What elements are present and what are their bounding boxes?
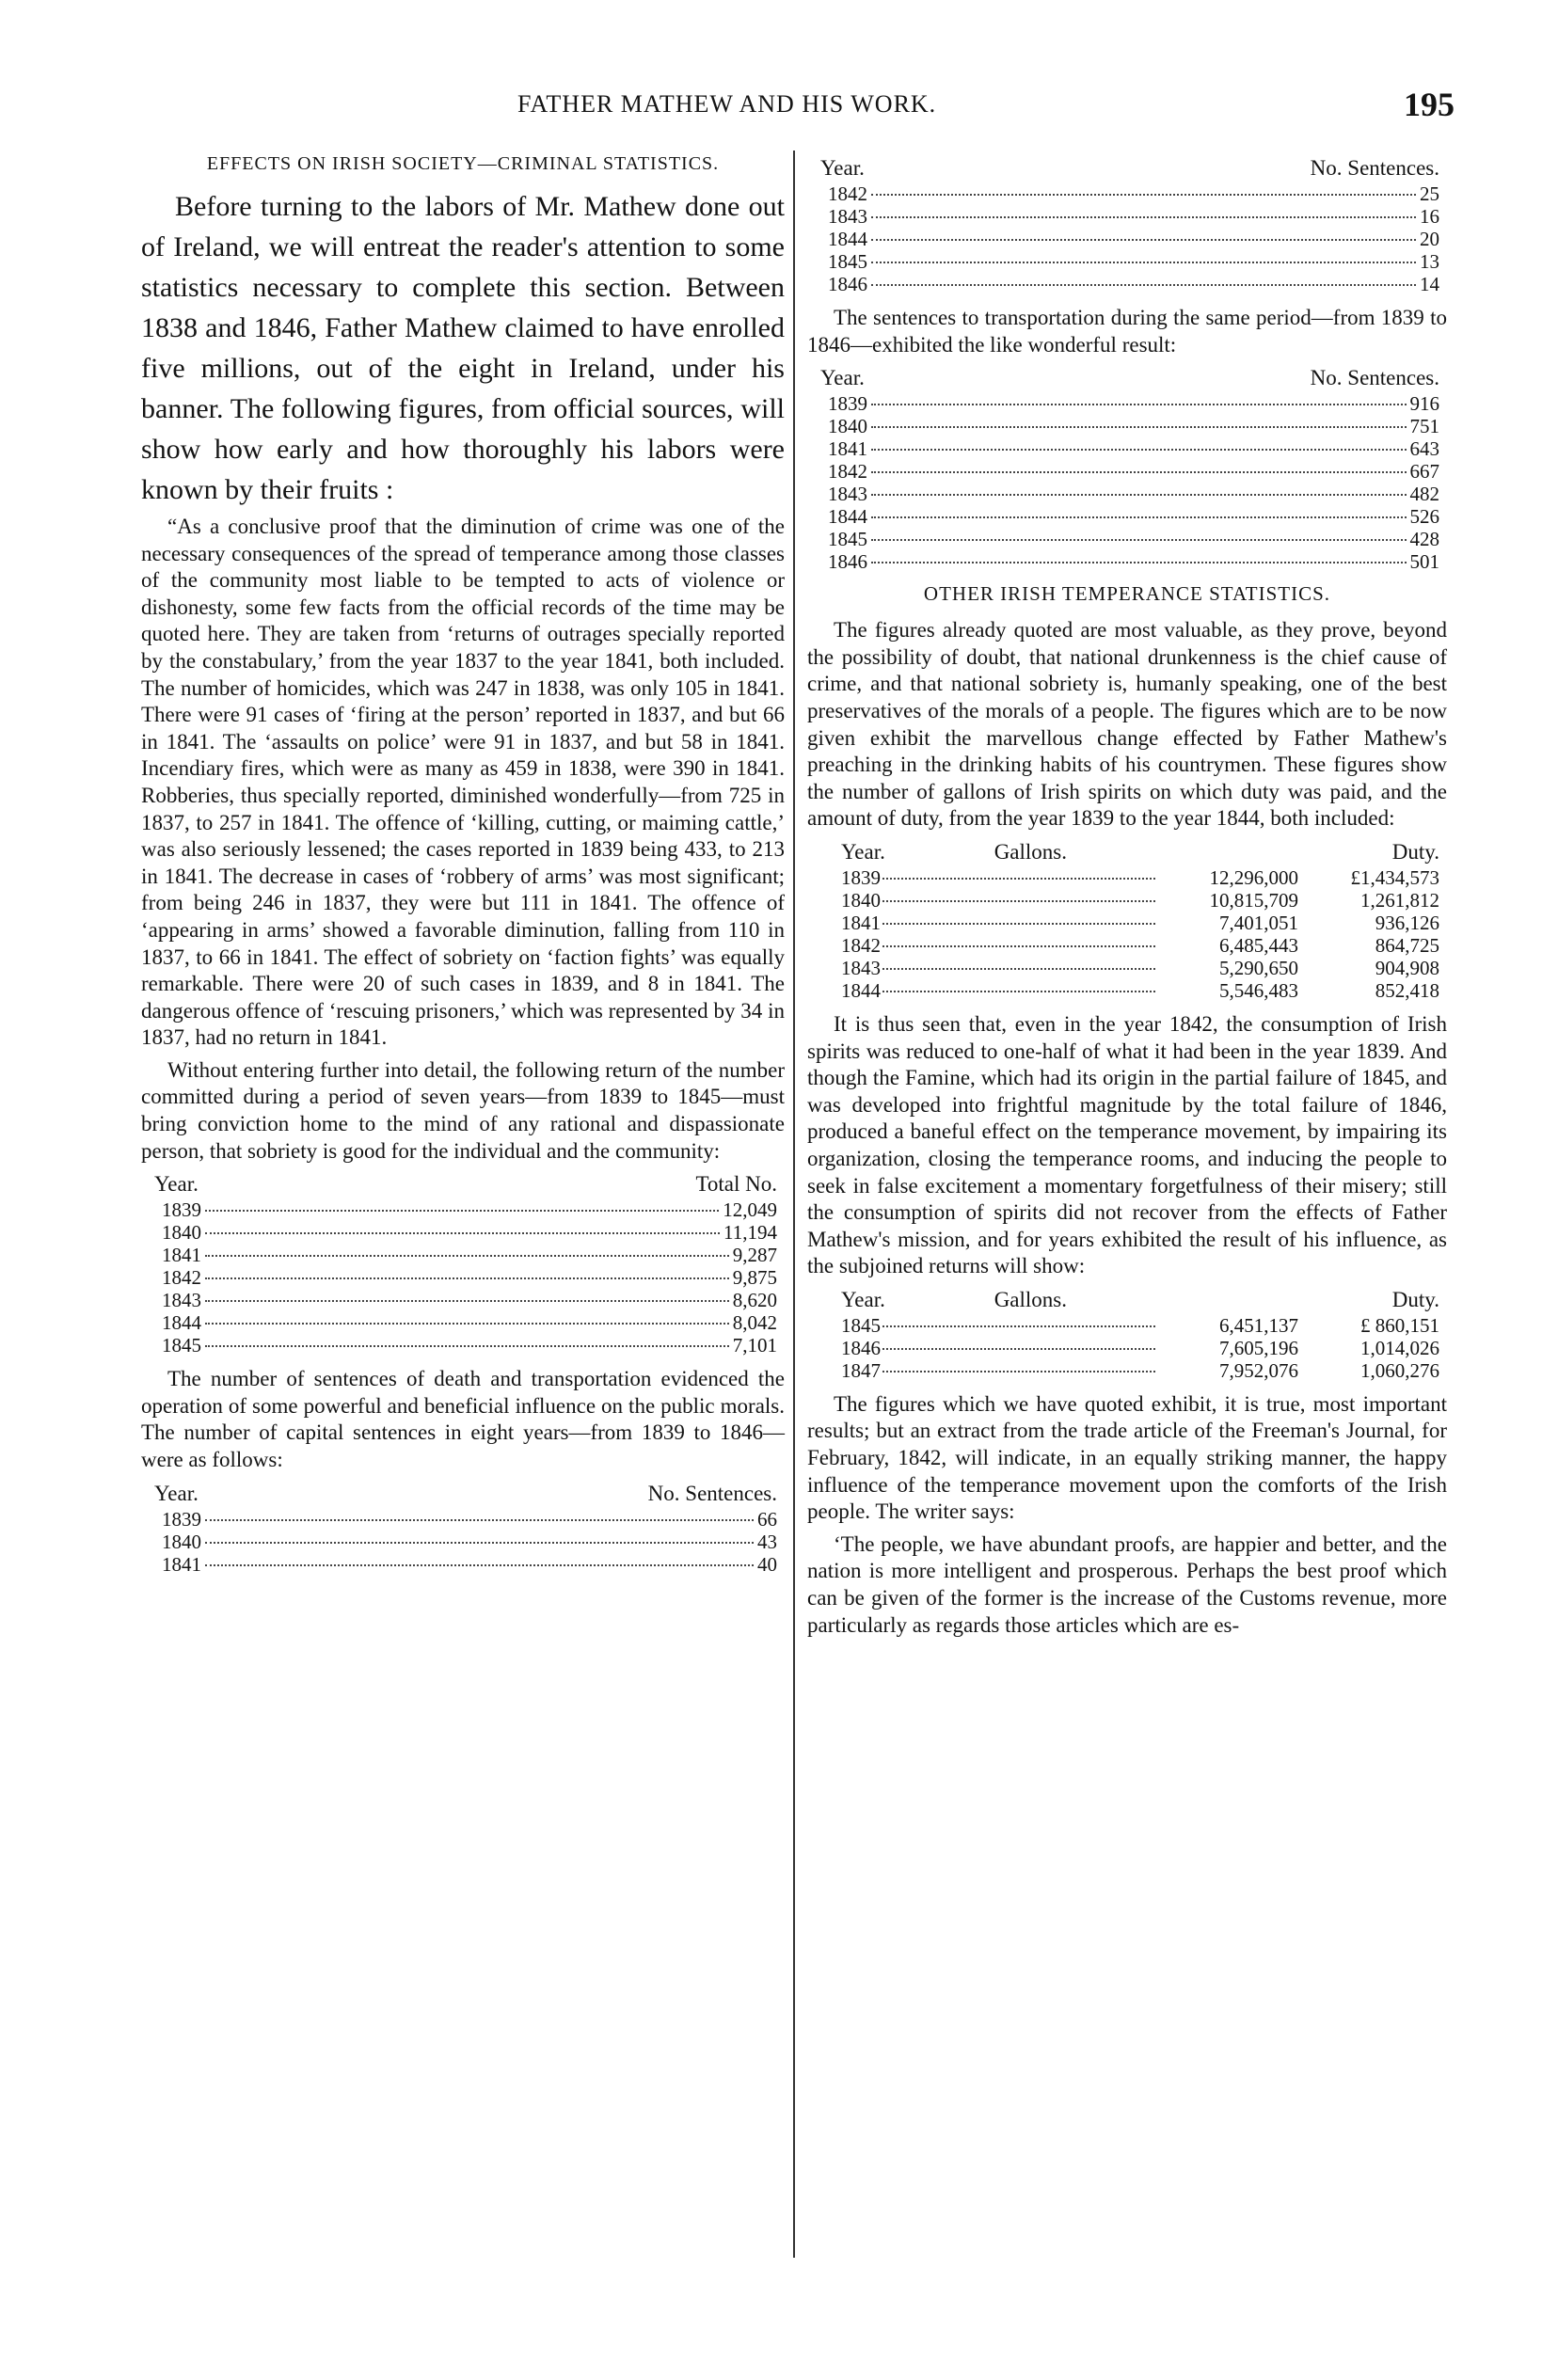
value-cell: 643 bbox=[1409, 437, 1439, 461]
table-row bbox=[807, 460, 1447, 483]
leader-dots bbox=[882, 900, 1155, 902]
leader-dots bbox=[882, 1348, 1155, 1350]
table-header bbox=[807, 154, 1447, 182]
year-cell: 1846 bbox=[828, 273, 867, 295]
year-cell: 1843 bbox=[841, 956, 881, 979]
table-row bbox=[807, 250, 1447, 273]
table-row bbox=[807, 483, 1447, 505]
value-cell: 8,620 bbox=[732, 1289, 777, 1312]
table-row bbox=[807, 228, 1447, 250]
duty-cell: £ 860,151 bbox=[1360, 1313, 1439, 1337]
year-cell: 1845 bbox=[162, 1334, 201, 1357]
year-cell: 1839 bbox=[162, 1507, 201, 1531]
leader-dots bbox=[871, 471, 1407, 473]
leader-dots bbox=[871, 194, 1416, 196]
table-row bbox=[807, 182, 1447, 205]
value-cell: 9,287 bbox=[732, 1244, 777, 1267]
table-row bbox=[807, 550, 1447, 573]
value-cell: 66 bbox=[757, 1507, 777, 1531]
page-number: 195 bbox=[1404, 86, 1455, 123]
table-header bbox=[141, 1170, 785, 1198]
gallons-cell: 5,546,483 bbox=[1219, 978, 1298, 1002]
leader-dots bbox=[871, 216, 1416, 218]
duty-cell: 1,014,026 bbox=[1360, 1336, 1439, 1359]
table-header bbox=[141, 1480, 785, 1508]
table-row bbox=[807, 273, 1447, 295]
duty-cell: 1,261,812 bbox=[1360, 888, 1439, 912]
leader-dots bbox=[871, 562, 1407, 563]
section-heading: EFFECTS ON IRISH SOCIETY—CRIMINAL STATISTICS. bbox=[206, 153, 720, 174]
year-header: Year. bbox=[820, 156, 865, 180]
gallons-cell: 10,815,709 bbox=[1209, 888, 1298, 912]
leader-dots bbox=[882, 1371, 1155, 1372]
leader-dots bbox=[205, 1255, 729, 1257]
year-cell: 1841 bbox=[162, 1244, 201, 1267]
leader-dots bbox=[205, 1232, 720, 1234]
left-column bbox=[141, 151, 785, 1585]
year-cell: 1847 bbox=[841, 1358, 881, 1382]
year-cell: 1843 bbox=[828, 483, 867, 506]
leader-dots bbox=[205, 1542, 754, 1544]
gallons-cell: 5,290,650 bbox=[1219, 956, 1298, 979]
table-row bbox=[141, 1266, 785, 1289]
value-cell: 14 bbox=[1420, 273, 1439, 295]
value-cell: 11,194 bbox=[723, 1221, 777, 1245]
gallons-cell: 7,401,051 bbox=[1219, 911, 1298, 934]
quoted-writer-paragraph: ‘The people, we have abundant proofs, are happier and better, and the nation is more intelligent and prosperous. Perhaps the best proof which can be given of the former is the increase of the Customs revenue, more particularly as regards those articles which are es- bbox=[807, 1531, 1447, 1637]
figures-paragraph: The figures already quoted are most valuable, as they prove, beyond the possibility of doubt, that national drunkenness is the chief cause of crime, and that national sobriety is, humanly speaking, one of the best preservatives of the morals of a people. The figures which are to be now given exhibit the marvellous change effected by Father Mathew's preaching in the drinking habits of his countrymen. These figures show the number of gallons of Irish spirits on which duty was paid, and the amount of duty, from the year 1839 to the year 1844, both included: bbox=[807, 618, 1447, 831]
intro-paragraph: Before turning to the labors of Mr. Mathew done out of Ireland, we will entreat the reader's attention to some statistics necessary to complete this section. Between 1838 and 1846, Father Mathew claimed to have enrolled five millions, out of the eight in Ireland, under his banner. The following figures, from official sources, will show how early and how thoroughly his labors were known by their fruits : bbox=[141, 191, 785, 505]
running-head bbox=[160, 86, 1455, 128]
table-row bbox=[807, 505, 1447, 528]
leader-dots bbox=[882, 878, 1155, 880]
table-row bbox=[807, 392, 1447, 415]
value-cell: 667 bbox=[1409, 460, 1439, 484]
table-row bbox=[141, 1198, 785, 1221]
leader-dots bbox=[871, 239, 1416, 241]
value-cell: 482 bbox=[1409, 483, 1439, 506]
table-row bbox=[807, 889, 1447, 912]
gallons-header: Gallons. bbox=[994, 839, 1067, 864]
leader-dots bbox=[882, 945, 1155, 947]
gallons-cell: 7,605,196 bbox=[1219, 1336, 1298, 1359]
value-cell: 8,042 bbox=[732, 1311, 777, 1335]
value-cell: 7,101 bbox=[732, 1334, 777, 1357]
table-row bbox=[141, 1334, 785, 1357]
leader-dots bbox=[205, 1277, 729, 1279]
leader-dots bbox=[871, 262, 1416, 263]
duty-header: Duty. bbox=[1391, 1287, 1439, 1311]
leader-dots bbox=[871, 539, 1407, 541]
sentences-paragraph: The number of sentences of death and transportation evidenced the operation of some powerful and beneficial influence on the public morals. The number of capital sentences in eight years—from 1839 to 1846—were as follows: bbox=[141, 1367, 785, 1472]
year-cell: 1844 bbox=[162, 1311, 201, 1335]
value-cell: 526 bbox=[1409, 505, 1439, 529]
value-cell: 43 bbox=[757, 1530, 777, 1553]
year-cell: 1842 bbox=[162, 1266, 201, 1290]
duty-cell: 864,725 bbox=[1375, 933, 1439, 957]
year-header: Year. bbox=[841, 1287, 885, 1311]
table-header bbox=[807, 1286, 1447, 1314]
value-cell: 9,875 bbox=[732, 1266, 777, 1290]
table-row bbox=[141, 1221, 785, 1244]
table-row bbox=[807, 437, 1447, 460]
leader-dots bbox=[205, 1564, 754, 1566]
transportation-table bbox=[807, 364, 1447, 573]
sentences-header: No. Sentences. bbox=[1310, 366, 1439, 390]
subsection-heading: OTHER IRISH TEMPERANCE STATISTICS. bbox=[923, 582, 1331, 606]
year-cell: 1842 bbox=[828, 182, 867, 205]
gallons-cell: 7,952,076 bbox=[1219, 1358, 1298, 1382]
leader-dots bbox=[882, 968, 1155, 970]
table-header bbox=[807, 838, 1447, 866]
year-cell: 1844 bbox=[828, 228, 867, 250]
table-row bbox=[807, 205, 1447, 228]
value-cell: 12,049 bbox=[723, 1198, 777, 1222]
committed-paragraph: Without entering further into detail, the following return of the number committed during a period of seven years—from 1839 to 1845—must bring conviction home to the mind of any rational and dispassionate person, that sobriety is good for the individual and the community: bbox=[141, 1057, 785, 1163]
table-row bbox=[807, 528, 1447, 550]
year-cell: 1840 bbox=[162, 1221, 201, 1245]
capital-sentences-table-a bbox=[141, 1480, 785, 1576]
extract-paragraph: The figures which we have quoted exhibit, it is true, most important results; but an extract from the trade article of the Freeman's Journal, for February, 1842, will indicate, in an equally striking manner, the happy influence of the temperance movement upon the comforts of the Irish people. The writer says: bbox=[807, 1391, 1447, 1524]
year-header: Year. bbox=[154, 1172, 199, 1197]
year-cell: 1844 bbox=[841, 978, 881, 1002]
sentences-header: No. Sentences. bbox=[647, 1481, 777, 1505]
year-cell: 1839 bbox=[162, 1198, 201, 1222]
total-header: Total No. bbox=[695, 1172, 777, 1197]
table-row bbox=[141, 1508, 785, 1531]
gallons-cell: 12,296,000 bbox=[1209, 865, 1298, 889]
consumption-paragraph: It is thus seen that, even in the year 1842, the consumption of Irish spirits was reduced to one-half of what it had been in the year 1839. And though the Famine, which had its origin in the partial failure of 1845, and was developed into frightful magnitude by the total failure of 1846, produced a baneful effect on the temperance movement, by impairing its organization, closing the temperance rooms, and inducing the people to seek in false excitement a momentary forgetfulness of their misery; still the consumption of spirits did not recover from the effects of Father Mathew's mission, and for years exhibited the result of his influence, as the subjoined returns will show: bbox=[807, 1011, 1447, 1278]
year-cell: 1840 bbox=[828, 415, 867, 438]
leader-dots bbox=[205, 1345, 729, 1347]
leader-dots bbox=[205, 1300, 729, 1302]
running-title: FATHER MATHEW AND HIS WORK. bbox=[517, 90, 937, 118]
value-cell: 20 bbox=[1420, 228, 1439, 250]
transportation-paragraph: The sentences to transportation during the same period—from 1839 to 1846—exhibited the like wonderful result: bbox=[807, 306, 1447, 357]
quoted-passage: “As a conclusive proof that the diminution of crime was one of the necessary consequences of the spread of temperance among those classes of the community most liable to be tempted to acts of violence or dishonesty, some few facts from the official records of the time may be quoted here. They are taken from ‘returns of outrages specially reported by the constabulary,’ from the year 1837 to the year 1841, both included. The number of homicides, which was 247 in 1838, was only 105 in 1841. There were 91 cases of ‘firing at the person’ reported in 1837, and but 66 in 1841. The ‘assaults on police’ were 91 in 1837, and but 58 in 1841. Incendiary fires, which were as many as 459 in 1838, were 390 in 1841. Robberies, thus specially reported, diminished wonderfully—from 725 in 1837, to 257 in 1841. The offence of ‘killing, cutting, or maiming cattle,’ was also seriously lessened; the cases reported in 1839 being 433, to 213 in 1841. The decrease in cases of ‘robbery of arms’ was most significant; from being 246 in 1837, they were but 111 in 1841. The offence of ‘appearing in arms’ showed a favorable diminution, falling from 110 in 1837, to 66 in 1841. The effect of sobriety on ‘faction fights’ was equally remarkable. There were 20 of such cases in 1839, and 8 in 1841. The dangerous offence of ‘rescuing prisoners,’ which was represented by 34 in 1837, had no return in 1841. bbox=[141, 515, 785, 1050]
value-cell: 916 bbox=[1409, 392, 1439, 416]
year-cell: 1839 bbox=[828, 392, 867, 416]
column-rule bbox=[793, 151, 795, 2258]
year-cell: 1843 bbox=[828, 205, 867, 228]
gallons-cell: 6,451,137 bbox=[1219, 1313, 1298, 1337]
table-row bbox=[141, 1553, 785, 1576]
value-cell: 751 bbox=[1409, 415, 1439, 438]
table-row bbox=[141, 1244, 785, 1266]
leader-dots bbox=[871, 449, 1407, 451]
value-cell: 501 bbox=[1409, 550, 1439, 574]
year-cell: 1845 bbox=[828, 250, 867, 273]
year-header: Year. bbox=[820, 366, 865, 390]
committed-table bbox=[141, 1170, 785, 1357]
duty-header: Duty. bbox=[1391, 839, 1439, 864]
spirits-table-a bbox=[807, 838, 1447, 1002]
year-header: Year. bbox=[154, 1481, 199, 1505]
table-row bbox=[807, 866, 1447, 889]
table-row bbox=[141, 1311, 785, 1334]
leader-dots bbox=[205, 1519, 754, 1521]
year-cell: 1840 bbox=[841, 888, 881, 912]
year-cell: 1846 bbox=[828, 550, 867, 574]
year-cell: 1843 bbox=[162, 1289, 201, 1312]
year-cell: 1844 bbox=[828, 505, 867, 529]
table-row bbox=[807, 912, 1447, 934]
leader-dots bbox=[882, 1325, 1155, 1327]
year-cell: 1841 bbox=[841, 911, 881, 934]
year-cell: 1846 bbox=[841, 1336, 881, 1359]
table-row bbox=[807, 415, 1447, 437]
spirits-table-b bbox=[807, 1286, 1447, 1382]
table-row bbox=[807, 957, 1447, 979]
value-cell: 40 bbox=[757, 1552, 777, 1576]
year-cell: 1841 bbox=[828, 437, 867, 461]
table-row bbox=[807, 979, 1447, 1002]
table-row bbox=[141, 1531, 785, 1553]
table-row bbox=[807, 1314, 1447, 1337]
leader-dots bbox=[205, 1210, 719, 1212]
right-column bbox=[807, 151, 1447, 1644]
value-cell: 16 bbox=[1420, 205, 1439, 228]
table-header bbox=[807, 364, 1447, 392]
leader-dots bbox=[871, 426, 1407, 428]
duty-cell: 1,060,276 bbox=[1360, 1358, 1439, 1382]
duty-cell: 852,418 bbox=[1375, 978, 1439, 1002]
leader-dots bbox=[205, 1323, 729, 1325]
table-row bbox=[807, 1337, 1447, 1359]
leader-dots bbox=[871, 284, 1416, 286]
leader-dots bbox=[871, 494, 1407, 496]
capital-sentences-table-b bbox=[807, 154, 1447, 295]
year-cell: 1845 bbox=[841, 1313, 881, 1337]
gallons-cell: 6,485,443 bbox=[1219, 933, 1298, 957]
year-cell: 1845 bbox=[828, 528, 867, 551]
leader-dots bbox=[871, 516, 1407, 518]
year-cell: 1841 bbox=[162, 1552, 201, 1576]
leader-dots bbox=[882, 991, 1155, 992]
year-header: Year. bbox=[841, 839, 885, 864]
gallons-header: Gallons. bbox=[994, 1287, 1067, 1311]
year-cell: 1842 bbox=[828, 460, 867, 484]
sentences-header: No. Sentences. bbox=[1310, 156, 1439, 180]
duty-cell: 904,908 bbox=[1375, 956, 1439, 979]
table-row bbox=[807, 1359, 1447, 1382]
duty-cell: £1,434,573 bbox=[1350, 865, 1439, 889]
value-cell: 13 bbox=[1420, 250, 1439, 273]
year-cell: 1840 bbox=[162, 1530, 201, 1553]
duty-cell: 936,126 bbox=[1375, 911, 1439, 934]
value-cell: 428 bbox=[1409, 528, 1439, 551]
value-cell: 25 bbox=[1420, 182, 1439, 205]
table-row bbox=[141, 1289, 785, 1311]
leader-dots bbox=[882, 923, 1155, 925]
year-cell: 1842 bbox=[841, 933, 881, 957]
year-cell: 1839 bbox=[841, 865, 881, 889]
table-row bbox=[807, 934, 1447, 957]
leader-dots bbox=[871, 404, 1407, 405]
